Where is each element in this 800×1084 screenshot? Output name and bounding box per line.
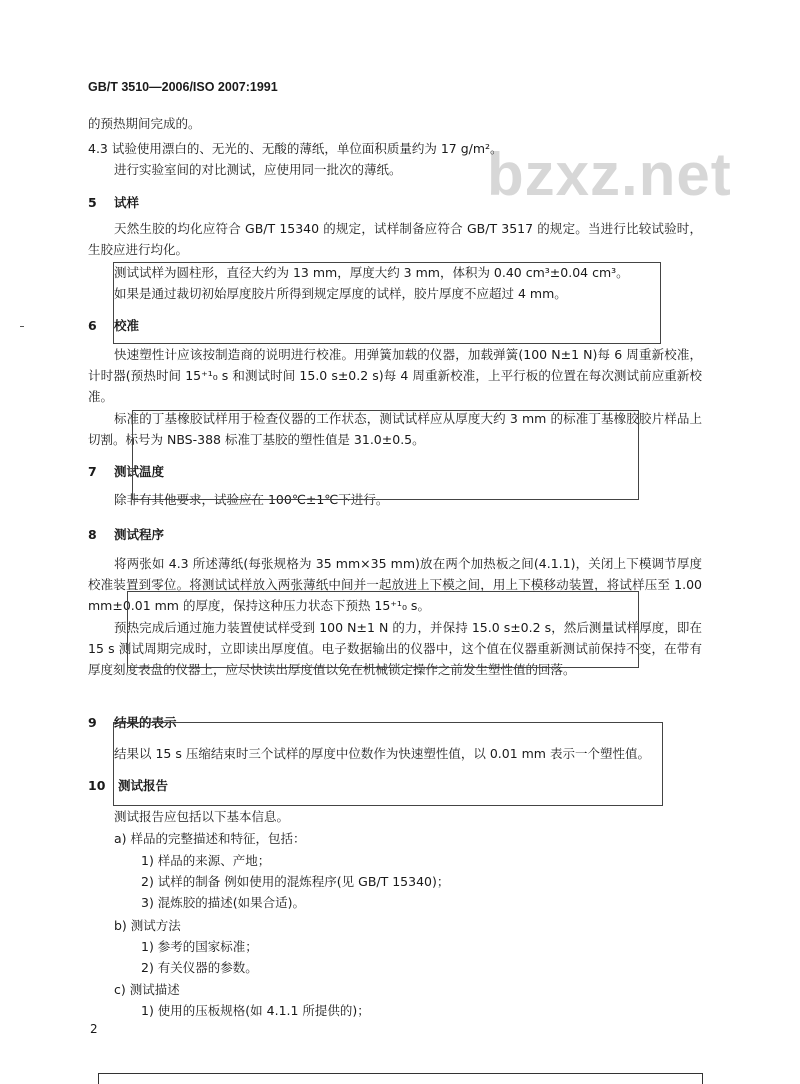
section-8-heading <box>88 525 164 543</box>
section-number: 9 <box>88 715 97 730</box>
section-number: 10 <box>88 778 106 793</box>
section-5-heading <box>88 193 139 211</box>
list-item: 1) 样品的来源、产地； <box>141 853 271 868</box>
overlay-box <box>132 410 639 500</box>
document-header: GB/T 3510—2006/ISO 2007:1991 <box>88 80 278 94</box>
clause-4-3: 4.3 试验使用漂白的、无光的、无酸的薄纸，单位面积质量约为 17 g/m²。 <box>88 141 503 156</box>
list-item: c) 测试描述 <box>114 982 180 997</box>
list-item: a) 样品的完整描述和特征，包括： <box>114 831 306 846</box>
section-title: 测试报告 <box>117 778 168 793</box>
page-number: 2 <box>90 1022 98 1036</box>
list-item: 1) 使用的压板规格(如 4.1.1 所提供的)； <box>141 1003 370 1018</box>
section-title: 试样 <box>113 195 139 210</box>
overlay-box <box>98 1073 703 1084</box>
list-item: 2) 试样的制备 例如使用的混炼程序(见 GB/T 15340)； <box>141 874 450 889</box>
watermark: bzxz.net <box>487 141 732 208</box>
text-line: 除非有其他要求，试验应在 100℃±1℃下进行。 <box>114 492 389 507</box>
text-line: 进行实验室间的对比测试，应使用同一批次的薄纸。 <box>114 162 402 177</box>
paragraph: 快速塑性计应该按制造商的说明进行校准。用弹簧加载的仪器，加载弹簧(100 N±1 N)每 6 周重新校准，计时器(预热时间 15⁺¹₀ s 和测试时间 15.0 s±0.2 s)每 4 周重新校准，上平行板的位置在每次测试前应重新校准。 <box>88 347 702 404</box>
section-number: 7 <box>88 464 97 479</box>
list-item: 3) 混炼胶的描述(如果合适)。 <box>141 895 306 910</box>
section-number: 6 <box>88 318 97 333</box>
overlay-box <box>127 591 639 668</box>
text-line: 测试报告应包括以下基本信息。 <box>114 809 290 824</box>
section-title: 测试温度 <box>113 464 164 479</box>
text-line: 如果是通过裁切初始厚度胶片所得到规定厚度的试样，胶片厚度不应超过 4 mm。 <box>114 286 567 301</box>
overlay-box <box>113 722 663 806</box>
section-number: 5 <box>88 195 97 210</box>
list-item: b) 测试方法 <box>114 918 181 933</box>
section-title: 测试程序 <box>113 527 164 542</box>
list-item: 2) 有关仪器的参数。 <box>141 960 258 975</box>
overlay-box <box>113 262 661 344</box>
text-line: 测试试样为圆柱形，直径大约为 13 mm，厚度大约 3 mm，体积为 0.40 cm³±0.04 cm³。 <box>114 265 629 280</box>
text-line: 的预热期间完成的。 <box>88 116 201 131</box>
section-title: 校准 <box>113 318 139 333</box>
section-number: 8 <box>88 527 97 542</box>
list-item: 1) 参考的国家标准； <box>141 939 258 954</box>
paragraph: 将两张如 4.3 所述薄纸(每张规格为 35 mm×35 mm)放在两个加热板之间(4.1.1)，关闭上下模调节厚度校准装置到零位。将测试试样放入两张薄纸中间并一起放进上下模之间，用上下模移动装置，将试样压至 1.00 mm±0.01 mm 的厚度，保持这种压力状态下预热 15⁺¹₀ s。 <box>88 556 702 613</box>
text-line: 结果以 15 s 压缩结束时三个试样的厚度中位数作为快速塑性值，以 0.01 mm 表示一个塑性值。 <box>114 746 650 761</box>
scan-mark <box>20 326 24 327</box>
paragraph: 标准的丁基橡胶试样用于检查仪器的工作状态，测试试样应从厚度大约 3 mm 的标准丁基橡胶胶片样品上切割。标号为 NBS-388 标准丁基胶的塑性值是 31.0±0.5。 <box>88 411 702 447</box>
paragraph: 预热完成后通过施力装置使试样受到 100 N±1 N 的力，并保持 15.0 s±0.2 s，然后测量试样厚度，即在 15 s 测试周期完成时，立即读出厚度值。电子数据输出的仪器中，这个值在仪器重新测试前保持不变，在带有厚度刻度表盘的仪器上，应尽快读出厚度值以免在机械锁定操作之前发生塑性值的回落。 <box>88 620 702 677</box>
paragraph: 天然生胶的均化应符合 GB/T 15340 的规定，试样制备应符合 GB/T 3517 的规定。当进行比较试验时，生胶应进行均化。 <box>88 221 702 257</box>
section-title: 结果的表示 <box>113 715 177 730</box>
